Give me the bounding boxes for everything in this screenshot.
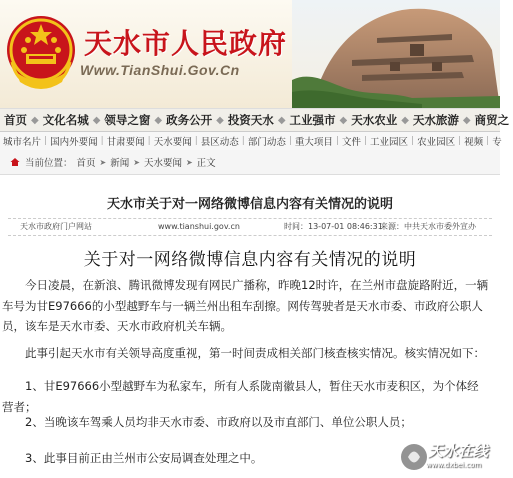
breadcrumb (0, 150, 500, 175)
nav-separator: ◆ (216, 114, 224, 126)
subnav-separator: | (44, 136, 48, 146)
site-title: 天水市人民政府 (84, 27, 288, 60)
main-nav (0, 108, 510, 132)
nav-separator: ◆ (462, 114, 471, 126)
subnav-separator: | (288, 136, 292, 146)
article-title: 天水市关于对一网络微博信息内容有关情况的说明 (106, 197, 393, 212)
sub-nav (0, 132, 500, 151)
nav-separator: ◆ (154, 114, 163, 126)
nav-item-investment[interactable]: 投资天水 (227, 113, 274, 127)
paragraph-text: 3、此事目前正由兰州市公安局调查处理之中。 (25, 451, 263, 465)
nav-item-home[interactable]: 首页 (4, 113, 27, 127)
subnav-item-tianshui-news[interactable]: 天水要闻 (153, 137, 192, 148)
article-headline: 关于对一网络微博信息内容有关情况的说明 (83, 250, 417, 270)
nav-item-government[interactable]: 政务公开 (166, 113, 213, 127)
site-header (0, 0, 500, 108)
nav-separator: ◆ (339, 114, 348, 126)
subnav-separator: | (335, 136, 339, 146)
meta-author: 来源：中共天水市委外宣办 (380, 222, 476, 231)
subnav-item-industrial-parks[interactable]: 工业园区 (370, 137, 409, 148)
home-icon (10, 157, 20, 167)
breadcrumb-home[interactable]: 首页 (76, 158, 96, 169)
subnav-separator: | (458, 136, 462, 146)
subnav-separator: | (194, 136, 198, 146)
breadcrumb-arrow-icon: ➤ (185, 157, 193, 167)
nav-item-tourism[interactable]: 天水旅游 (412, 113, 459, 127)
paragraph-text: 1、甘E97666小型越野车为私家车，所有人系陇南徽县人，暂住天水市麦积区，为个体经营者； (2, 379, 479, 414)
nav-item-commerce[interactable]: 商贸之 (474, 113, 510, 127)
nav-item-leaders[interactable]: 领导之窗 (104, 113, 151, 127)
subnav-item-gansu-news[interactable]: 甘肃要闻 (106, 137, 145, 148)
subnav-item-county-news[interactable]: 县区动态 (200, 137, 239, 148)
subnav-separator: | (241, 136, 245, 146)
subnav-separator: | (486, 136, 490, 146)
meta-time: 时间：13-07-01 08:46:31 (284, 222, 383, 231)
watermark-url: www.dxbei.com (426, 461, 482, 469)
maijishan-grottoes-image (292, 0, 500, 108)
article-paragraph (2, 412, 490, 433)
subnav-separator: | (100, 136, 104, 146)
nav-item-culture[interactable]: 文化名城 (42, 113, 89, 127)
nav-separator: ◆ (92, 114, 101, 126)
meta-source: 天水市政府门户网站 (20, 222, 92, 231)
subnav-item-major-projects[interactable]: 重大项目 (294, 137, 333, 148)
article-paragraph (2, 275, 490, 337)
breadcrumb-arrow-icon: ➤ (133, 157, 140, 167)
subnav-item-department-news[interactable]: 部门动态 (247, 137, 286, 148)
subnav-separator: | (147, 136, 151, 146)
breadcrumb-tianshui-news[interactable]: 天水要闻 (143, 158, 182, 169)
subnav-item-documents[interactable]: 文件 (341, 137, 361, 148)
meta-url[interactable]: www.tianshui.gov.cn (158, 222, 240, 231)
subnav-separator: | (411, 136, 415, 146)
subnav-item-agri-parks[interactable]: 农业园区 (417, 137, 456, 148)
subnav-item-city-card[interactable]: 城市名片 (3, 137, 42, 148)
subnav-separator: | (363, 136, 367, 146)
nav-separator: ◆ (31, 114, 39, 126)
breadcrumb-prefix: 当前位置： (25, 158, 73, 169)
subnav-item-world-news[interactable]: 国内外要闻 (50, 137, 98, 148)
subnav-item-video[interactable]: 视频 (464, 137, 484, 148)
paragraph-text: 今日凌晨，在新浪、腾讯微博发现有网民广播称，昨晚12时许，在兰州市盘旋路附近，一辆车号为甘E97666的小型越野车与一辆兰州出租车刮擦。网传驾驶者是天水市委、市政府公职人员，该车是天水市委、天水市政府机关车辆。 (2, 278, 489, 333)
site-domain: Www.TianShui.Gov.Cn (80, 62, 240, 78)
paragraph-text: 2、当晚该车驾乘人员均非天水市委、市政府以及市直部门、单位公职人员； (25, 415, 412, 429)
article-paragraph (2, 343, 490, 364)
breadcrumb-arrow-icon: ➤ (99, 157, 107, 167)
national-emblem-icon (2, 10, 80, 94)
breadcrumb-current: 正文 (196, 158, 216, 169)
paragraph-text: 此事引起天水市有关领导高度重视，第一时间责成相关部门核查核实情况。核实情况如下： (25, 346, 485, 360)
breadcrumb-news[interactable]: 新闻 (110, 158, 130, 169)
nav-item-industry[interactable]: 工业强市 (289, 113, 336, 127)
subnav-item-more[interactable]: 专 (492, 137, 502, 148)
article-meta (8, 218, 492, 236)
nav-separator: ◆ (277, 114, 286, 126)
article-paragraph (2, 376, 490, 417)
watermark-text: 天水在线 (428, 442, 489, 460)
nav-separator: ◆ (401, 114, 409, 126)
nav-item-agriculture[interactable]: 天水农业 (351, 113, 398, 127)
